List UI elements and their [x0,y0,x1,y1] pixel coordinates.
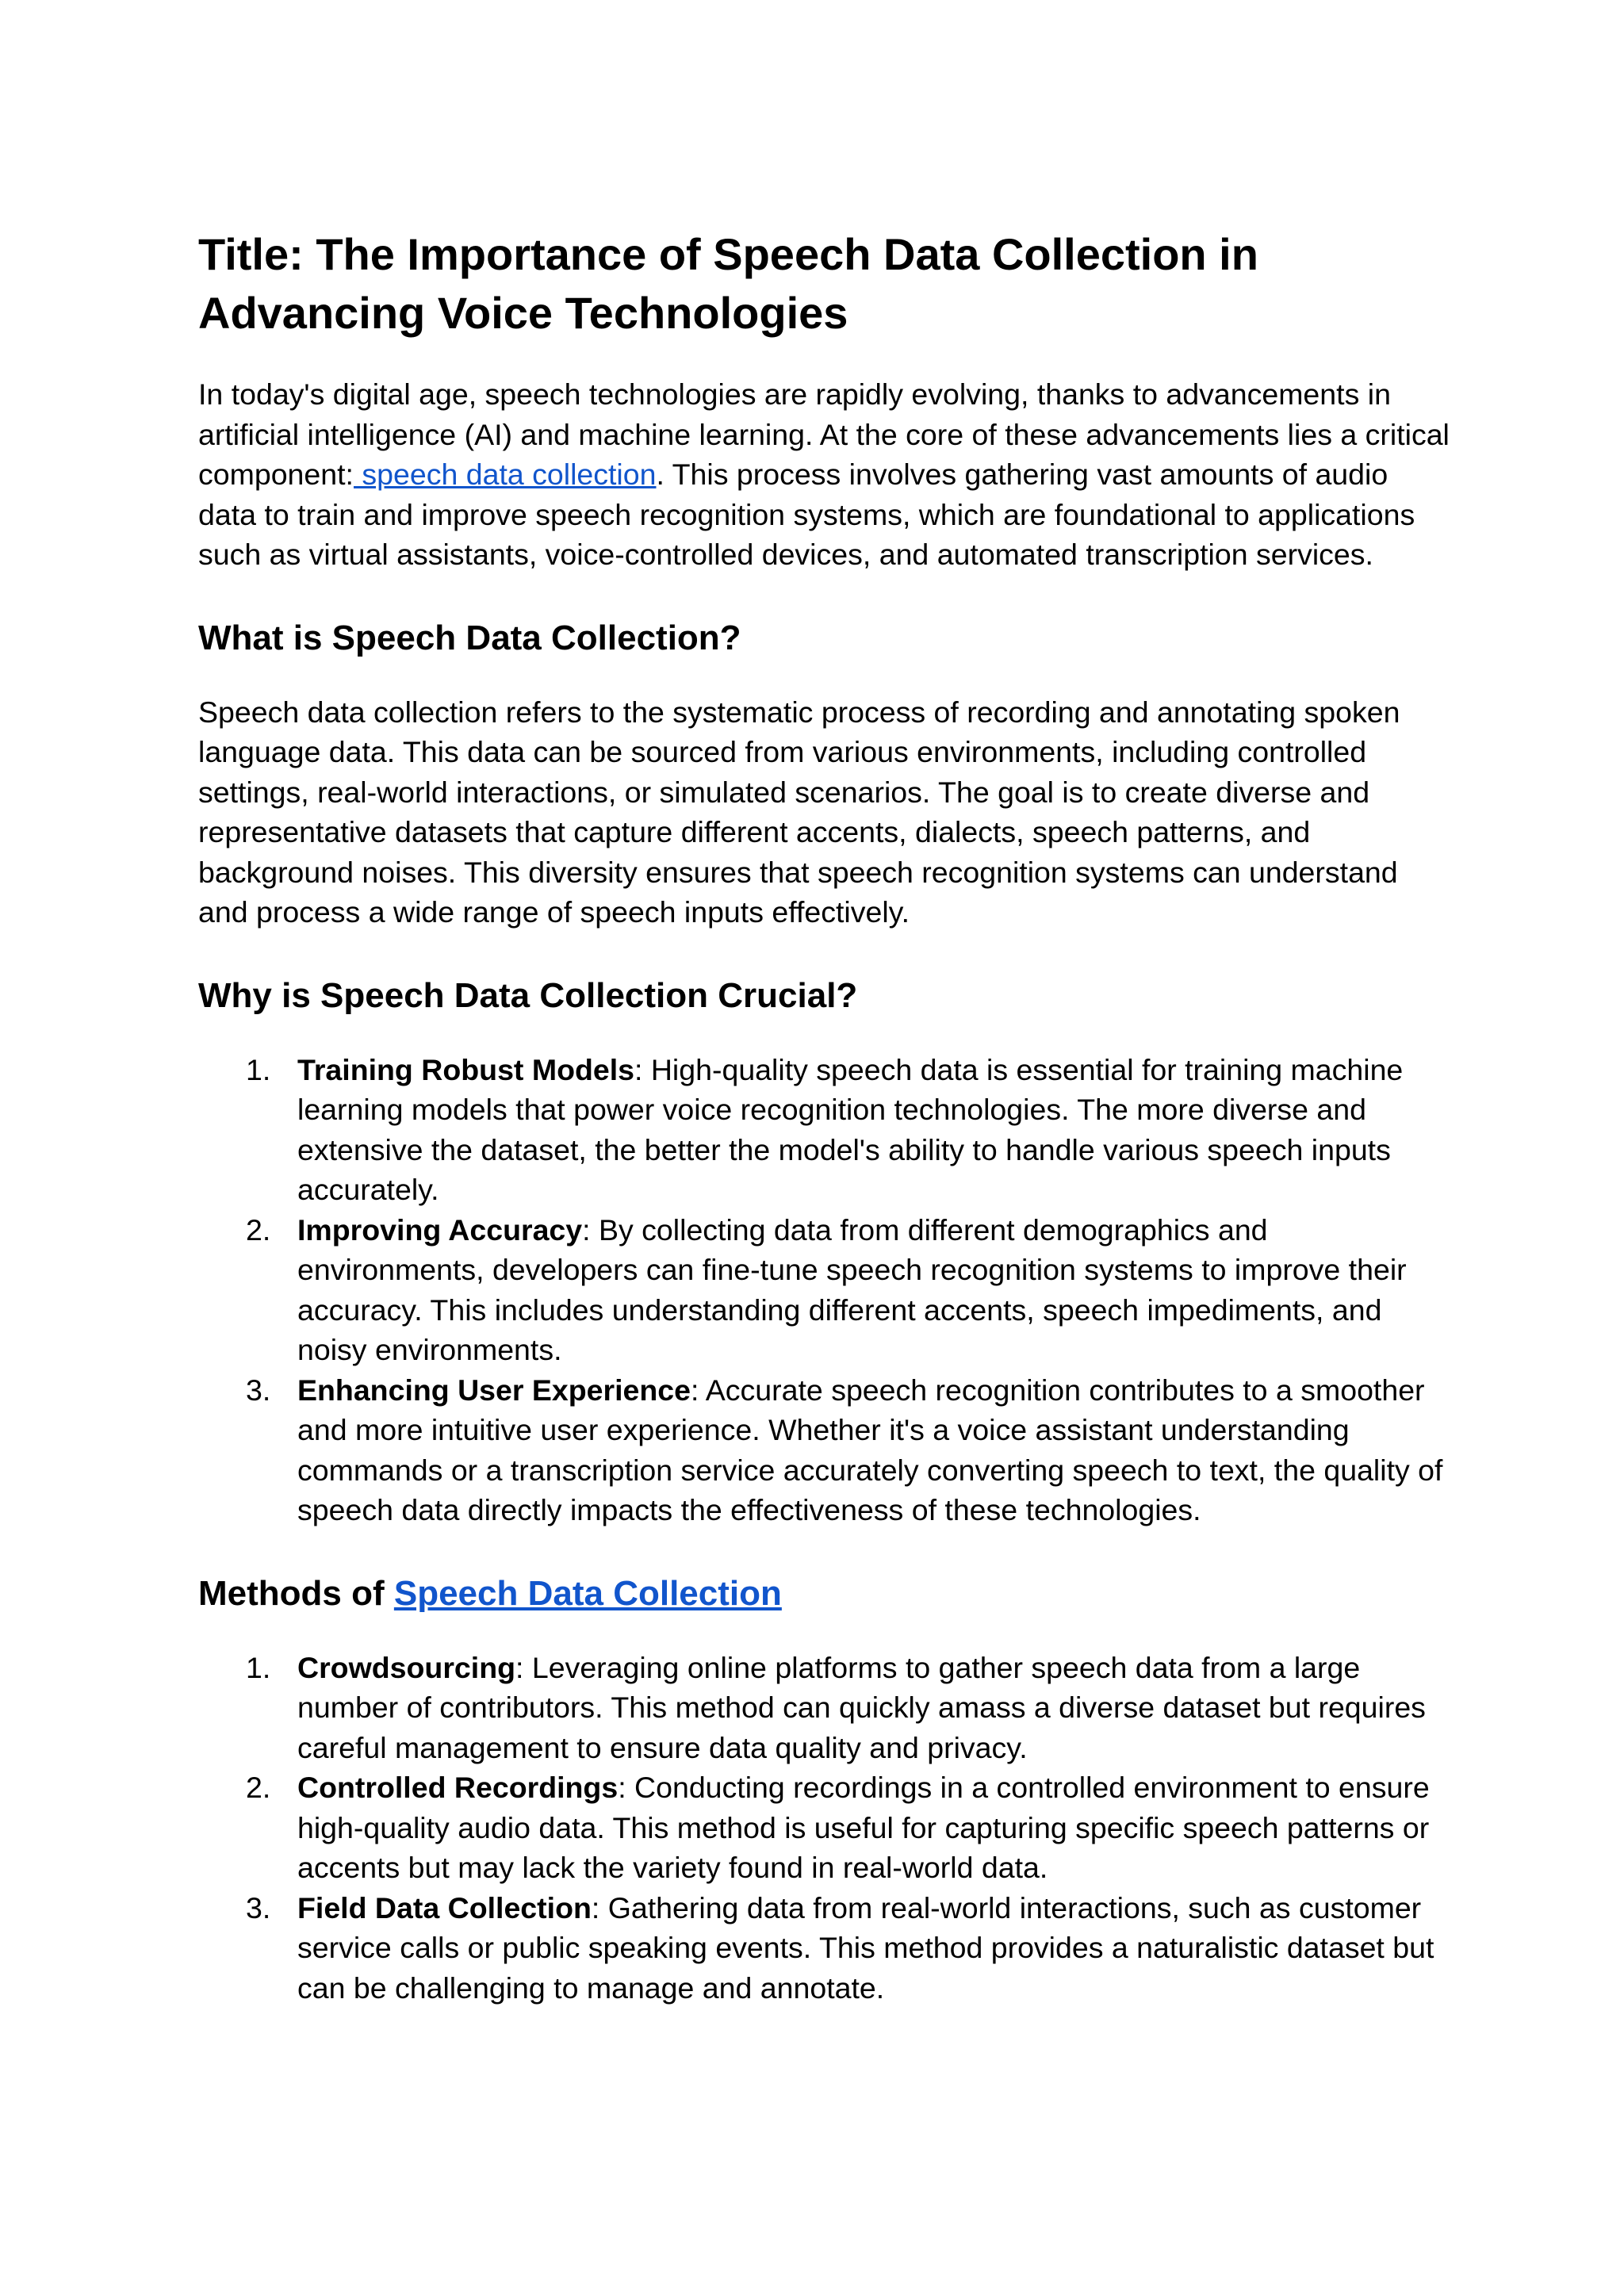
list-item [198,1648,1451,1768]
list-item-text: : Gathering data from real-world interactions, such as customer service calls or public speaking events. This method provides a naturalistic dataset but can be challenging to manage and annotate. [297,1890,1434,2005]
list-number: 3. [246,1373,271,1407]
list-item [198,1888,1451,2009]
what-is-paragraph: Speech data collection refers to the systematic process of recording and annotating spoken language data. This data can be sourced from various environments, including controlled settings, real-world interactions, or simulated scenarios. The goal is to create diverse and representative datasets that capture different accents, dialects, speech patterns, and background noises. This diversity ensures that speech recognition systems can understand and process a wide range of speech inputs effectively. [198,695,1400,929]
list-item-term: Enhancing User Experience [297,1373,691,1407]
list-item-text: : Leveraging online platforms to gather speech data from a large number of contributors. This method can quickly amass a diverse dataset but requires careful management to ensure data quality and privacy. [297,1650,1426,1764]
intro-paragraph [198,374,1451,575]
list-item-term: Crowdsourcing [297,1650,516,1684]
list-item-term: Field Data Collection [297,1890,592,1924]
list-item-term: Improving Accuracy [297,1212,583,1247]
list-number: 1. [246,1650,271,1684]
intro-text-before-link: In today's digital age, speech technologies are rapidly evolving, thanks to advancements in artificial intelligence (AI) and machine learning. At the core of these advancements lies a critical component: [198,377,1450,491]
methods-heading-prefix: Methods of [198,1573,394,1613]
page-title: Title: The Importance of Speech Data Collection in Advancing Voice Technologies [198,229,1258,338]
list-item-term: Training Robust Models [297,1052,635,1086]
list-item-text: : Accurate speech recognition contributes to a smoother and more intuitive user experience. Whether it's a voice assistant understanding commands or a transcription service accurately converting speech to text, the quality of speech data directly impacts the effectiveness of these technologies. [297,1373,1443,1526]
list-number: 1. [246,1052,271,1086]
list-number: 3. [246,1890,271,1924]
methods-list [198,1648,1451,2009]
speech-data-collection-link[interactable]: speech data collection [353,458,657,491]
list-item-text: : Conducting recordings in a controlled environment to ensure high-quality audio data. This method is useful for capturing specific speech patterns or accents but may lack the variety found in real-world data. [297,1771,1430,1884]
why-crucial-list [198,1050,1451,1530]
what-is-heading: What is Speech Data Collection? [198,618,741,657]
why-crucial-heading: Why is Speech Data Collection Crucial? [198,975,858,1015]
list-item [198,1767,1451,1888]
document-body [198,225,1451,2008]
methods-heading-link[interactable]: Speech Data Collection [393,1573,782,1613]
list-item-text: : By collecting data from different demographics and environments, developers can fine-tune speech recognition systems to improve their accuracy. This includes understanding different accents, speech impediments, and noisy environments. [297,1212,1407,1366]
methods-heading [198,1572,1451,1616]
list-item-term: Controlled Recordings [297,1771,619,1804]
intro-text-after-link: . This process involves gathering vast amounts of audio data to train and improve speech recognition systems, which are foundational to applications such as virtual assistants, voice-controlled devices, and automated transcription services. [198,458,1415,571]
list-item [198,1050,1451,1210]
list-item-text: : High-quality speech data is essential for training machine learning models that power voice recognition technologies. The more diverse and extensive the dataset, the better the model's ability to handle various speech inputs accurately. [297,1052,1404,1206]
list-number: 2. [246,1771,271,1804]
list-item [198,1370,1451,1530]
list-item [198,1210,1451,1370]
list-number: 2. [246,1212,271,1247]
